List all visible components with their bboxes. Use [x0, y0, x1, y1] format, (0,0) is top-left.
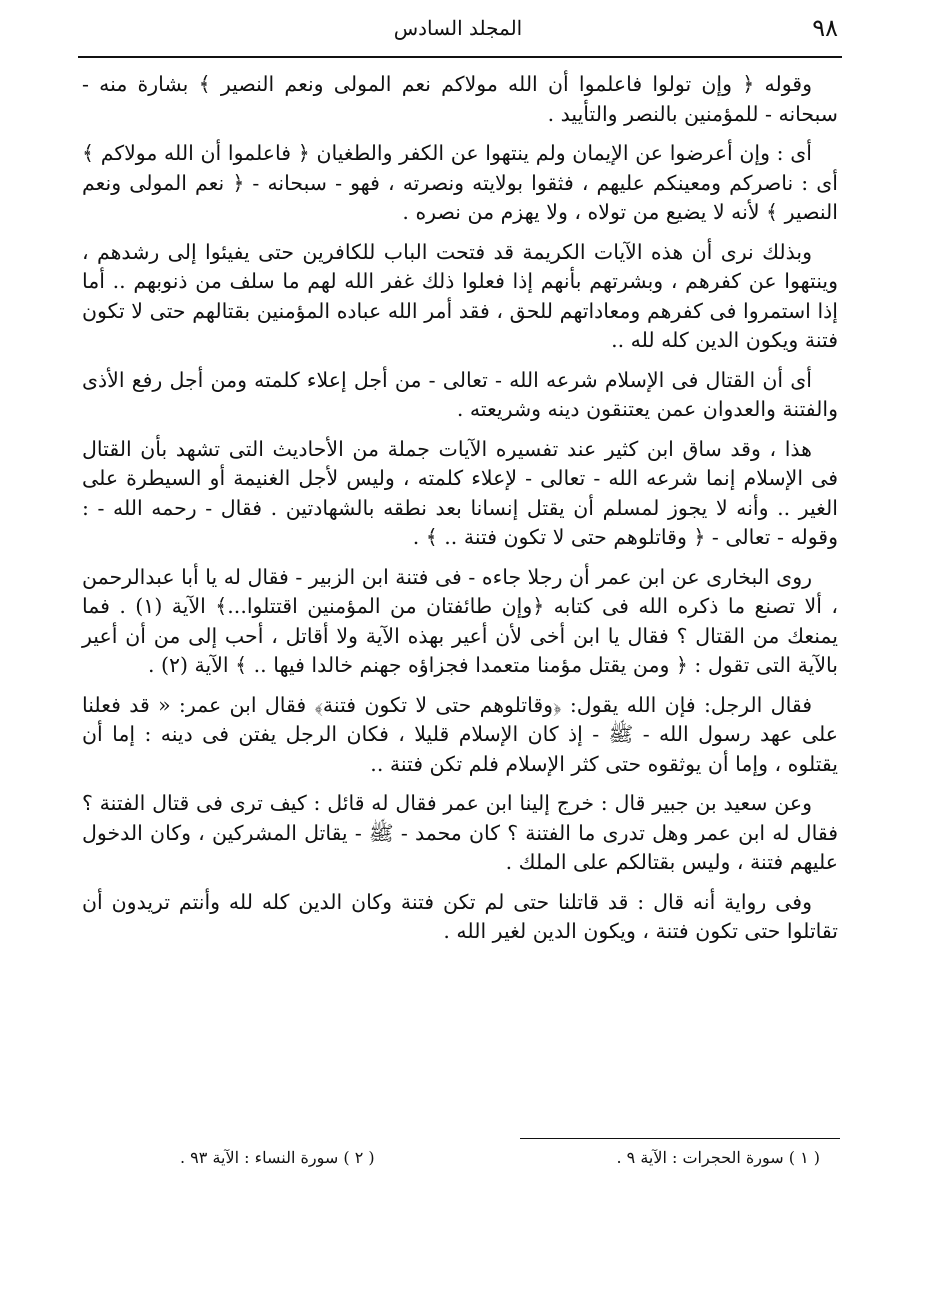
running-title: المجلد السادس [393, 16, 523, 40]
paragraph-5: هذا ، وقد ساق ابن كثير عند تفسيره الآيات جملة من الأحاديث التى تشهد بأن القتال فى الإسلام إنما شرعه الله - تعالى - لإعلاء كلمته ، وليس لأجل الغنيمة أو السيطرة على الغير .. وأنه لا يجوز لمسلم أن يقتل إنسانا بعد نطقه بالشهادتين . فقال - رحمه الله - : وقوله - تعالى - ﴿ وقاتلوهم حتى لا تكون فتنة .. ﴾ . [82, 436, 838, 549]
page-header [78, 12, 838, 52]
body-text [82, 70, 838, 951]
footnotes [180, 1148, 820, 1167]
paragraph-6: روى البخارى عن ابن عمر أن رجلا جاءه - فى فتنة ابن الزبير - فقال له يا أبا عبدالرحمن ، ألا تصنع ما ذكره الله فى كتابه ﴿وإن طائفتان من المؤمنين اقتتلوا...﴾ الآية (١) . فما يمنعك من القتال ؟ فقال يا ابن أخى لأن أعير بهذه الآية ولا أقاتل ، أحب إلى من أن أعير بالآية التى تقول : ﴿ ومن يقتل مؤمنا متعمدا فجزاؤه جهنم خالدا فيها .. ﴾ الآية (٢) . [82, 564, 838, 677]
footnote-2: ( ٢ ) سورة النساء : الآية ٩٣ . [180, 1148, 375, 1167]
header-rule [78, 56, 842, 58]
paragraph-4: أى أن القتال فى الإسلام شرعه الله - تعالى - من أجل إعلاء كلمته ومن أجل رفع الأذى والفتنة والعدوان عمن يعتنقون دينه وشريعته . [82, 367, 838, 421]
footnote-1: ( ١ ) سورة الحجرات : الآية ٩ . [616, 1148, 820, 1167]
paragraph-9: وفى رواية أنه قال : قد قاتلنا حتى لم تكن فتنة وكان الدين كله لله وأنتم تريدون أن تقاتلوا حتى تكون فتنة ، ويكون الدين لغير الله . [82, 889, 838, 943]
footnote-rule [520, 1138, 840, 1139]
paragraph-2: أى : وإن أعرضوا عن الإيمان ولم ينتهوا عن الكفر والطغيان ﴿ فاعلموا أن الله مولاكم ﴾ أى : ناصركم ومعينكم عليهم ، فثقوا بولايته ونصرته ، فهو - سبحانه - ﴿ نعم المولى ونعم النصير ﴾ لأنه لا يضيع من تولاه ، ولا يهزم من نصره . [82, 141, 838, 224]
paragraph-3: وبذلك نرى أن هذه الآيات الكريمة قد فتحت الباب للكافرين حتى يفيئوا إلى رشدهم ، وينتهوا عن كفرهم ، وبشرتهم بأنهم إذا فعلوا ذلك غفر الله لهم ما سلف من ذنوبهم .. أما إذا استمروا فى كفرهم ومعاداتهم للحق ، فقد أمر الله عباده المؤمنين بقتالهم حتى لا تكون فتنة ويكون الدين كله لله .. [82, 239, 838, 352]
paragraph-1: وقوله ﴿ وإن تولوا فاعلموا أن الله مولاكم نعم المولى ونعم النصير ﴾ بشارة منه - سبحانه - للمؤمنين بالنصر والتأييد . [82, 72, 838, 126]
paragraph-8: وعن سعيد بن جبير قال : خرج إلينا ابن عمر فقال له قائل : كيف ترى فى قتال الفتنة ؟ فقال له ابن عمر وهل تدرى ما الفتنة ؟ كان محمد - ﷺ - يقاتل المشركين ، وكان الدخول عليهم فتنة ، وليس بقتالكم على الملك . [82, 791, 838, 874]
page-number: ٩٨ [812, 14, 838, 42]
paragraph-7: فقال الرجل: فإن الله يقول: ﴿وقاتلوهم حتى لا تكون فتنة﴾ فقال ابن عمر: « قد فعلنا على عهد رسول الله - ﷺ - إذ كان الإسلام قليلا ، فكان الرجل يفتن فى دينه : إما أن يقتلوه ، وإما أن يوثقوه حتى كثر الإسلام فلم تكن فتنة .. [82, 692, 838, 776]
